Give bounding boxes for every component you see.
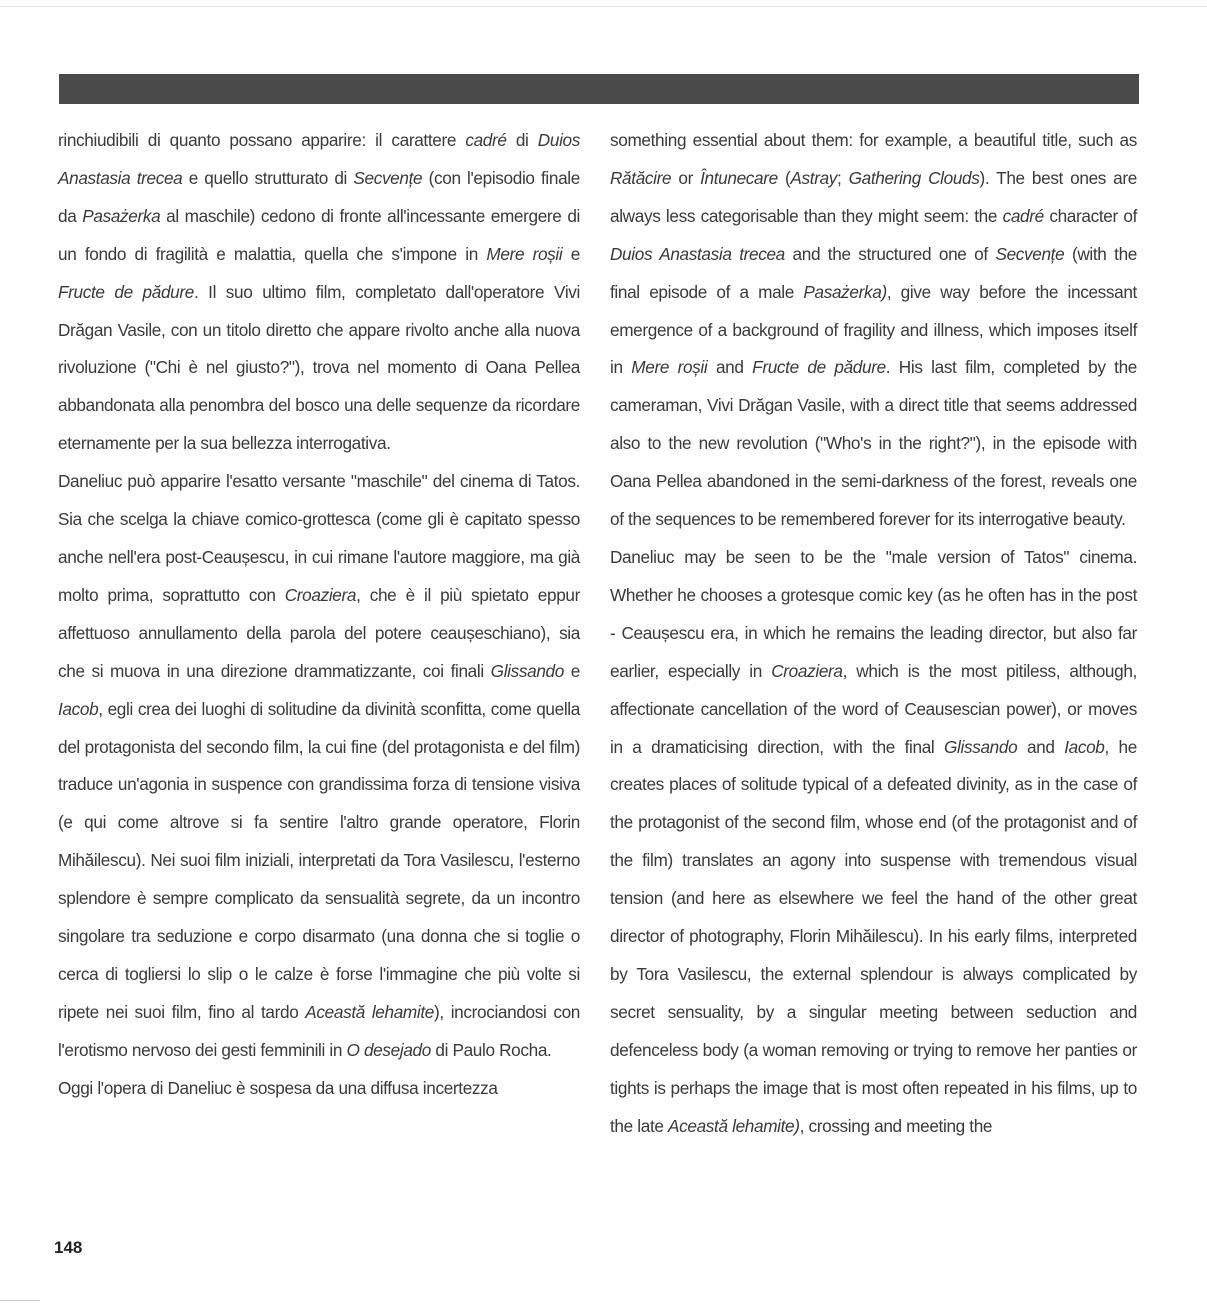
italic-title: Glissando <box>490 660 564 681</box>
italic-title: Gathering Clouds <box>848 167 980 188</box>
italic-title: Pasażerka) <box>803 281 887 302</box>
paragraph: something essential about them: for example, a beautiful title, such as Rătăcire or Întunecare (Astray; Gathering Clouds). The best ones are always less categorisable than they might seem: the cadré character of Duios Anastasia trecea and the structured one of Secvențe (with the final episode of a male Pasażerka), give way before the incessant emergence of a background of fragility and illness, which imposes itself in Mere roșii and Fructe de pădure. His last film, completed by the cameraman, Vivi Drăgan Vasile, with a direct title that seems addressed also to the new revolution ("Who's in the right?"), in the episode with Oana Pellea abandoned in the semi-darkness of the forest, reveals one of the sequences to be remembered forever for its interrogative beauty. <box>610 130 1138 530</box>
italic-title: Întunecare <box>700 167 778 188</box>
paragraph: Oggi l'opera di Daneliuc è sospesa da una diffusa incertezza <box>58 1077 498 1098</box>
italic-title: Această lehamite) <box>668 1115 800 1136</box>
left-column-italian <box>58 122 580 1108</box>
italic-title: Astray <box>790 167 838 188</box>
italic-title: Mere roșii <box>486 243 563 264</box>
header-bar <box>59 74 1139 104</box>
italic-title: Această lehamite <box>305 1001 435 1022</box>
bottom-mark <box>0 1300 40 1301</box>
italic-title: Duios Anastasia trecea <box>58 130 580 188</box>
italic-title: Pasażerka <box>82 205 161 226</box>
paragraph: rinchiudibili di quanto possano apparire: il carattere cadré di Duios Anastasia trecea e quello strutturato di Secvențe (con l'episodio finale da Pasażerka al maschile) cedono di fronte all'incessante emergere di un fondo di fragilità e malattia, quella che s'impone in Mere roșii e Fructe de pădure. Il suo ultimo film, completato dall'operatore Vivi Drăgan Vasile, con un titolo diretto che appare rivolto anche alla nuova rivoluzione ("Chi è nel giusto?"), trova nel momento di Oana Pellea abbandonata alla penombra del bosco una delle sequenze da ricordare eternamente per la sua bellezza interrogativa. <box>58 130 581 454</box>
italic-title: O desejado <box>346 1039 431 1060</box>
italic-title: Glissando <box>944 736 1018 757</box>
italic-title: Fructe de pădure <box>752 357 886 378</box>
paragraph: Daneliuc may be seen to be the "male version of Tatos" cinema. Whether he chooses a grotesque comic key (as he often has in the post - Ceaușescu era, in which he remains the leading director, but also far earlier, especially in Croaziera, which is the most pitiless, although, affectionate cancellation of the word of Ceausescian power), or moves in a dramaticising direction, with the final Glissando and Iacob, he creates places of solitude typical of a defeated divinity, as in the case of the protagonist of the second film, whose end (of the protagonist and of the film) translates an agony into suspense with tremendous visual tension (and here as elsewhere we feel the hand of the other great director of photography, Florin Mihăilescu). In his early films, interpreted by Tora Vasilescu, the external splendour is always complicated by secret sensuality, by a singular meeting between seduction and defenceless body (a woman removing or trying to remove her panties or tights is perhaps the image that is most often repeated in his films, up to the late Această lehamite), crossing and meeting the <box>610 546 1137 1136</box>
italic-title: Iacob <box>1064 736 1105 757</box>
italic-title: Fructe de pădure <box>58 281 194 302</box>
right-column-english <box>610 122 1137 1145</box>
italic-title: Croaziera <box>284 584 357 605</box>
page-number: 148 <box>54 1238 83 1257</box>
paragraph: Daneliuc può apparire l'esatto versante "maschile" del cinema di Tatos. Sia che scelga la chiave comico-grottesca (come gli è capitato spesso anche nell'era post-Ceaușescu, in cui rimane l'autore maggiore, ma già molto prima, soprattutto con Croaziera, che è il più spietato eppur affettuoso annullamento della parola del potere ceaușeschiano), sia che si muova in una direzione drammatizzante, coi finali Glissando e Iacob, egli crea dei luoghi di solitudine da divinità sconfitta, come quella del protagonista del secondo film, la cui fine (del protagonista e del film) traduce un'agonia in suspence con grandissima forza di tensione visiva (e qui come altrove si fa sentire l'altro grande operatore, Florin Mihăilescu). Nei suoi film iniziali, interpretati da Tora Vasilescu, l'esterno splendore è sempre complicato da sensualità segrete, da un incontro singolare tra seduzione e corpo disarmato (una donna che si toglie o cerca di togliersi lo slip o le calze è forse l'immagine che più volte si ripete nei suoi film, fino al tardo Această lehamite), incrociandosi con l'erotismo nervoso dei gesti femminili in O desejado di Paulo Rocha. <box>58 471 581 1060</box>
italic-title: Secvențe <box>995 243 1065 264</box>
italic-title: cadré <box>1002 205 1044 226</box>
italic-title: Mere roșii <box>631 357 708 378</box>
italic-title: Croaziera <box>771 660 843 681</box>
italic-title: Iacob <box>58 698 99 719</box>
top-rule <box>0 6 1207 7</box>
italic-title: cadré <box>465 130 507 150</box>
italic-title: Secvențe <box>353 167 423 188</box>
italic-title: Duios Anastasia trecea <box>610 243 785 264</box>
italic-title: Rătăcire <box>610 167 672 188</box>
